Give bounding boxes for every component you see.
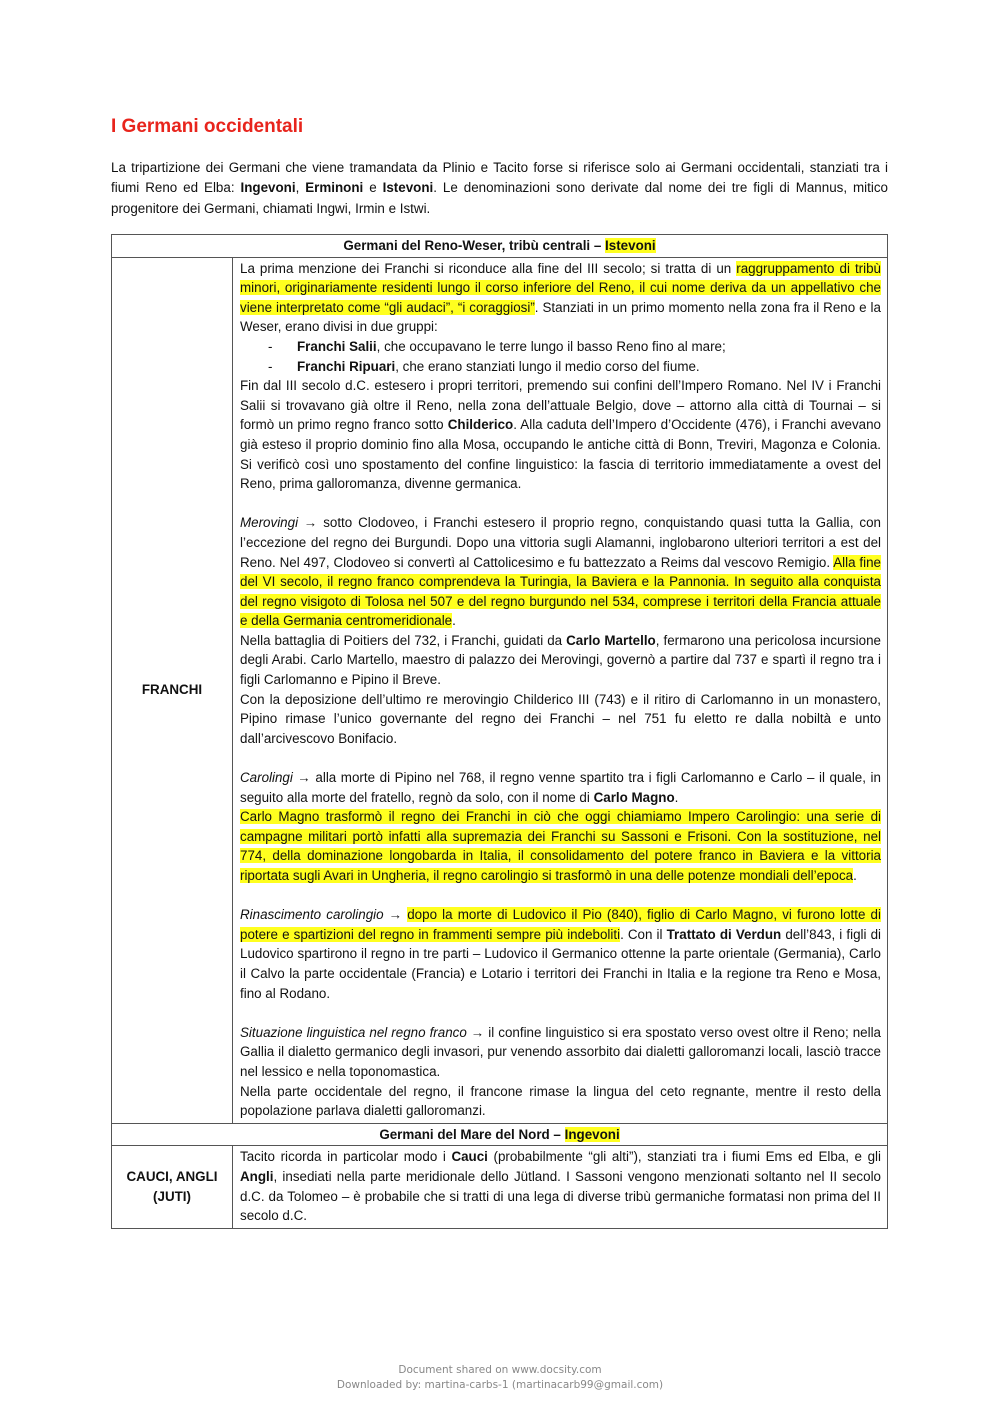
carolingi-paragraph	[240, 768, 881, 807]
text: Fin dal III secolo d.C. estesero i propri territori, premendo sui confini dell’Impero Romano. Nel IV i Franchi Salii si trovavano già oltre il Reno, nella zona dell’attuale Belgio, dove – attorno alla città di Tournai – si formò un primo regno franco sotto	[240, 378, 881, 433]
tribe-line-2: (JUTI)	[153, 1189, 191, 1204]
franchi-paragraph-1	[240, 259, 881, 337]
intro-bold-istevoni: Istevoni	[382, 180, 434, 196]
text: .	[674, 789, 679, 805]
pipino-paragraph: Con la deposizione dell’ultimo re merovingio Childerico III (743) e il ritiro di Carlomanno in un monastero, Pipino rimase l’unico governante del regno dei Franchi – nel 751 fu eletto re dalla nobiltà e unto dall’arcivescovo Bonifacio.	[240, 691, 881, 746]
bold: Trattato di Verdun	[666, 926, 782, 942]
tribes-table	[111, 234, 888, 1229]
text: . Stanziati in un primo momento nella zona fra il Reno e la Weser, erano divisi in due gruppi:	[240, 299, 881, 335]
text: dell’843, i figli di Ludovico spartirono il regno in tre parti – Ludovico il Germanico ottenne la parte orientale (Germania), Carlo il Calvo la parte occidentale (Francia) e Lotario i territori dei Franchi in Italia e la regione tra Reno e Mosa, fino al Rodano.	[240, 926, 881, 1001]
text: alla morte di Pipino nel 768, il regno venne spartito tra i figli Carlomanno e Carlo – il quale, in seguito alla morte del fratello, regnò da solo, con il nome di	[240, 770, 881, 805]
highlight: raggruppamento di tribù minori, originariamente residenti lungo il corso inferiore del Reno, il cui nome deriva da un appellativo che viene interpretato come “gli audaci”, “i coraggiosi”	[240, 260, 881, 315]
franchi-groups-list	[240, 337, 881, 376]
linguistica-paragraph	[240, 1023, 881, 1082]
bold: Angli	[240, 1168, 274, 1184]
tribe-franchi: FRANCHI	[112, 257, 233, 1123]
page-title: I Germani occidentali	[111, 116, 304, 137]
italic: Rinascimento carolingio	[240, 907, 384, 923]
spacer	[240, 1003, 881, 1023]
spacer	[240, 886, 881, 906]
section1-header-highlight: Istevoni	[605, 238, 656, 253]
section1-header-text: Germani del Reno-Weser, tribù centrali –	[343, 238, 606, 253]
cauci-paragraph	[240, 1147, 881, 1225]
arrow-icon: →	[466, 1024, 489, 1040]
italic: Carolingi	[240, 770, 293, 786]
text: , fermarono una pericolosa incursione degli Arabi. Carlo Martello, maestro di palazzo dei Merovingi, governò a partire dal 737 e spartì il regno tra i figli Carlomanno e Pipino il Breve.	[240, 632, 882, 688]
text: sotto Clodoveo, i Franchi estesero il proprio regno, conquistando quasi tutta la Gallia, con l’eccezione del regno dei Burgundi. Dopo una vittoria sugli Alamanni, inglobarono ulteriori territori a est del Reno. Nel 497, Clodoveo si convertì al Cattolicesimo e fu battezzato a Reims dal vescovo Remigio.	[240, 515, 881, 570]
merovingi-paragraph	[240, 513, 881, 631]
arrow-icon: →	[383, 907, 408, 923]
poitiers-paragraph	[240, 631, 881, 690]
franchi-content	[233, 257, 888, 1123]
text: . Con il	[620, 926, 667, 942]
section2-header-highlight: Ingevoni	[564, 1126, 620, 1142]
section2-header-text: Germani del Mare del Nord –	[379, 1126, 565, 1142]
intro-text: La tripartizione dei Germani che viene tramandata da Plinio e Tacito forse si riferisce solo ai Germani occidentali, stanziati tra i fiumi Reno ed Elba:	[111, 160, 888, 196]
bold: Carlo Martello	[566, 632, 656, 648]
list-item-bold: Franchi Ripuari	[297, 358, 396, 374]
list-item-text: , che occupavano le terre lungo il basso Reno fino al mare;	[376, 338, 726, 354]
footer-shared: Document shared on www.docsity.com	[398, 1364, 602, 1376]
section1-header	[112, 235, 888, 258]
text: . Alla caduta dell’Impero d’Occidente (476), i Franchi avevano già esteso il proprio dominio fino alla Mosa, occupando le antiche città di Bonn, Treviri, Magonza e Colonia. Si verificò così uno spostamento del confine linguistico: la fascia di territorio immediatamente a ovest del Reno, prima galloromanza, divenne germanica.	[240, 417, 881, 492]
spacer	[240, 748, 881, 768]
italic: Merovingi	[240, 515, 299, 531]
footer-downloaded: Downloaded by: martina-carbs-1 (martinacarb99@gmail.com)	[336, 1379, 664, 1391]
spacer	[240, 494, 881, 514]
list-item-bold: Franchi Salii	[297, 338, 377, 354]
arrow-icon: →	[292, 770, 316, 786]
text: .	[452, 613, 456, 629]
text: , insediati nella parte meridionale dello Jütland. I Sassoni vengono menzionati soltanto nel II secolo d.C. da Tolomeo – è probabile che si tratti di una lega di diverse tribù germaniche formatasi non prima del II secolo d.C.	[240, 1168, 881, 1224]
cauci-content	[233, 1146, 888, 1228]
text: .	[853, 868, 857, 883]
tribe-line-1: CAUCI, ANGLI	[126, 1169, 218, 1185]
text: Tacito ricorda in particolar modo i	[240, 1149, 452, 1165]
intro-bold-ingevoni: Ingevoni	[240, 180, 296, 196]
intro-paragraph	[111, 158, 888, 219]
highlight: Alla fine del VI secolo, il regno franco comprendeva la Turingia, la Baviera e la Pannonia. In seguito alla conquista del regno visigoto di Tolosa nel 507 e del regno burgundo nel 534, comprese i territori della Francia attuale e della Germania centromeridionale	[240, 554, 881, 629]
list-item	[268, 357, 881, 377]
francone-paragraph: Nella parte occidentale del regno, il francone rimase la lingua del ceto regnante, mentre il resto della popolazione parlava dialetti galloromanzi.	[240, 1083, 881, 1119]
highlight: Carlo Magno trasformò il regno dei Franchi in ciò che oggi chiamiamo Impero Carolingio: una serie di campagne militari portò infatti alla supremazia dei Franchi su Sassoni e Frisoni. Con la sostituzione, nel 774, della dominazione longobarda in Italia, il consolidamento del potere franco in Baviera e la vittoria riportata sugli Avari in Ungheria, il regno carolingio si trasformò in una delle potenze mondiali dell’epoca	[240, 809, 881, 883]
franchi-paragraph-2	[240, 376, 881, 494]
bold: Cauci	[451, 1149, 488, 1165]
intro-text: . Le denominazioni sono derivate dal nome dei tre figli di Mannus, mitico progenitore dei Germani, chiamati Ingwi, Irmin e Istwi.	[111, 180, 888, 216]
section2-header	[112, 1123, 888, 1146]
text: La prima menzione dei Franchi si riconduce alla fine del III secolo; si tratta di un	[240, 260, 737, 276]
text: (probabilmente “gli alti”), stanziati tra i fiumi Ems ed Elba, e gli	[487, 1149, 881, 1165]
text: il confine linguistico si era spostato verso ovest oltre il Reno; nella Gallia il dialetto germanico degli invasori, pur venendo assorbito dai dialetti galloromanzi locali, lasciò tracce nel lessico e nella toponomastica.	[240, 1024, 881, 1079]
carlo-magno-paragraph	[240, 807, 881, 885]
intro-text: e	[363, 180, 383, 196]
italic: Situazione linguistica nel regno franco	[240, 1024, 467, 1040]
footer	[0, 1363, 1000, 1393]
rinascimento-paragraph	[240, 905, 881, 1003]
list-item-text: , che erano stanziati lungo il medio corso del fiume.	[395, 358, 700, 374]
text: Nella battaglia di Poitiers del 732, i Franchi, guidati da	[240, 632, 567, 648]
bold: Carlo Magno	[593, 789, 675, 805]
bold: Childerico	[447, 417, 514, 433]
franchi-row	[112, 257, 888, 1123]
section1-header-row	[112, 235, 888, 258]
intro-bold-erminoni: Erminoni	[305, 180, 364, 196]
highlight: dopo la morte di Ludovico il Pio (840), figlio di Carlo Magno, vi furono lotte di potere e spartizioni del regno in frammenti sempre più indeboliti	[240, 907, 881, 942]
section2-header-row	[112, 1123, 888, 1146]
intro-text: ,	[295, 180, 306, 196]
arrow-icon: →	[298, 515, 324, 531]
tribe-cauci-angli	[112, 1146, 233, 1228]
list-item	[268, 337, 881, 357]
cauci-row	[112, 1146, 888, 1228]
